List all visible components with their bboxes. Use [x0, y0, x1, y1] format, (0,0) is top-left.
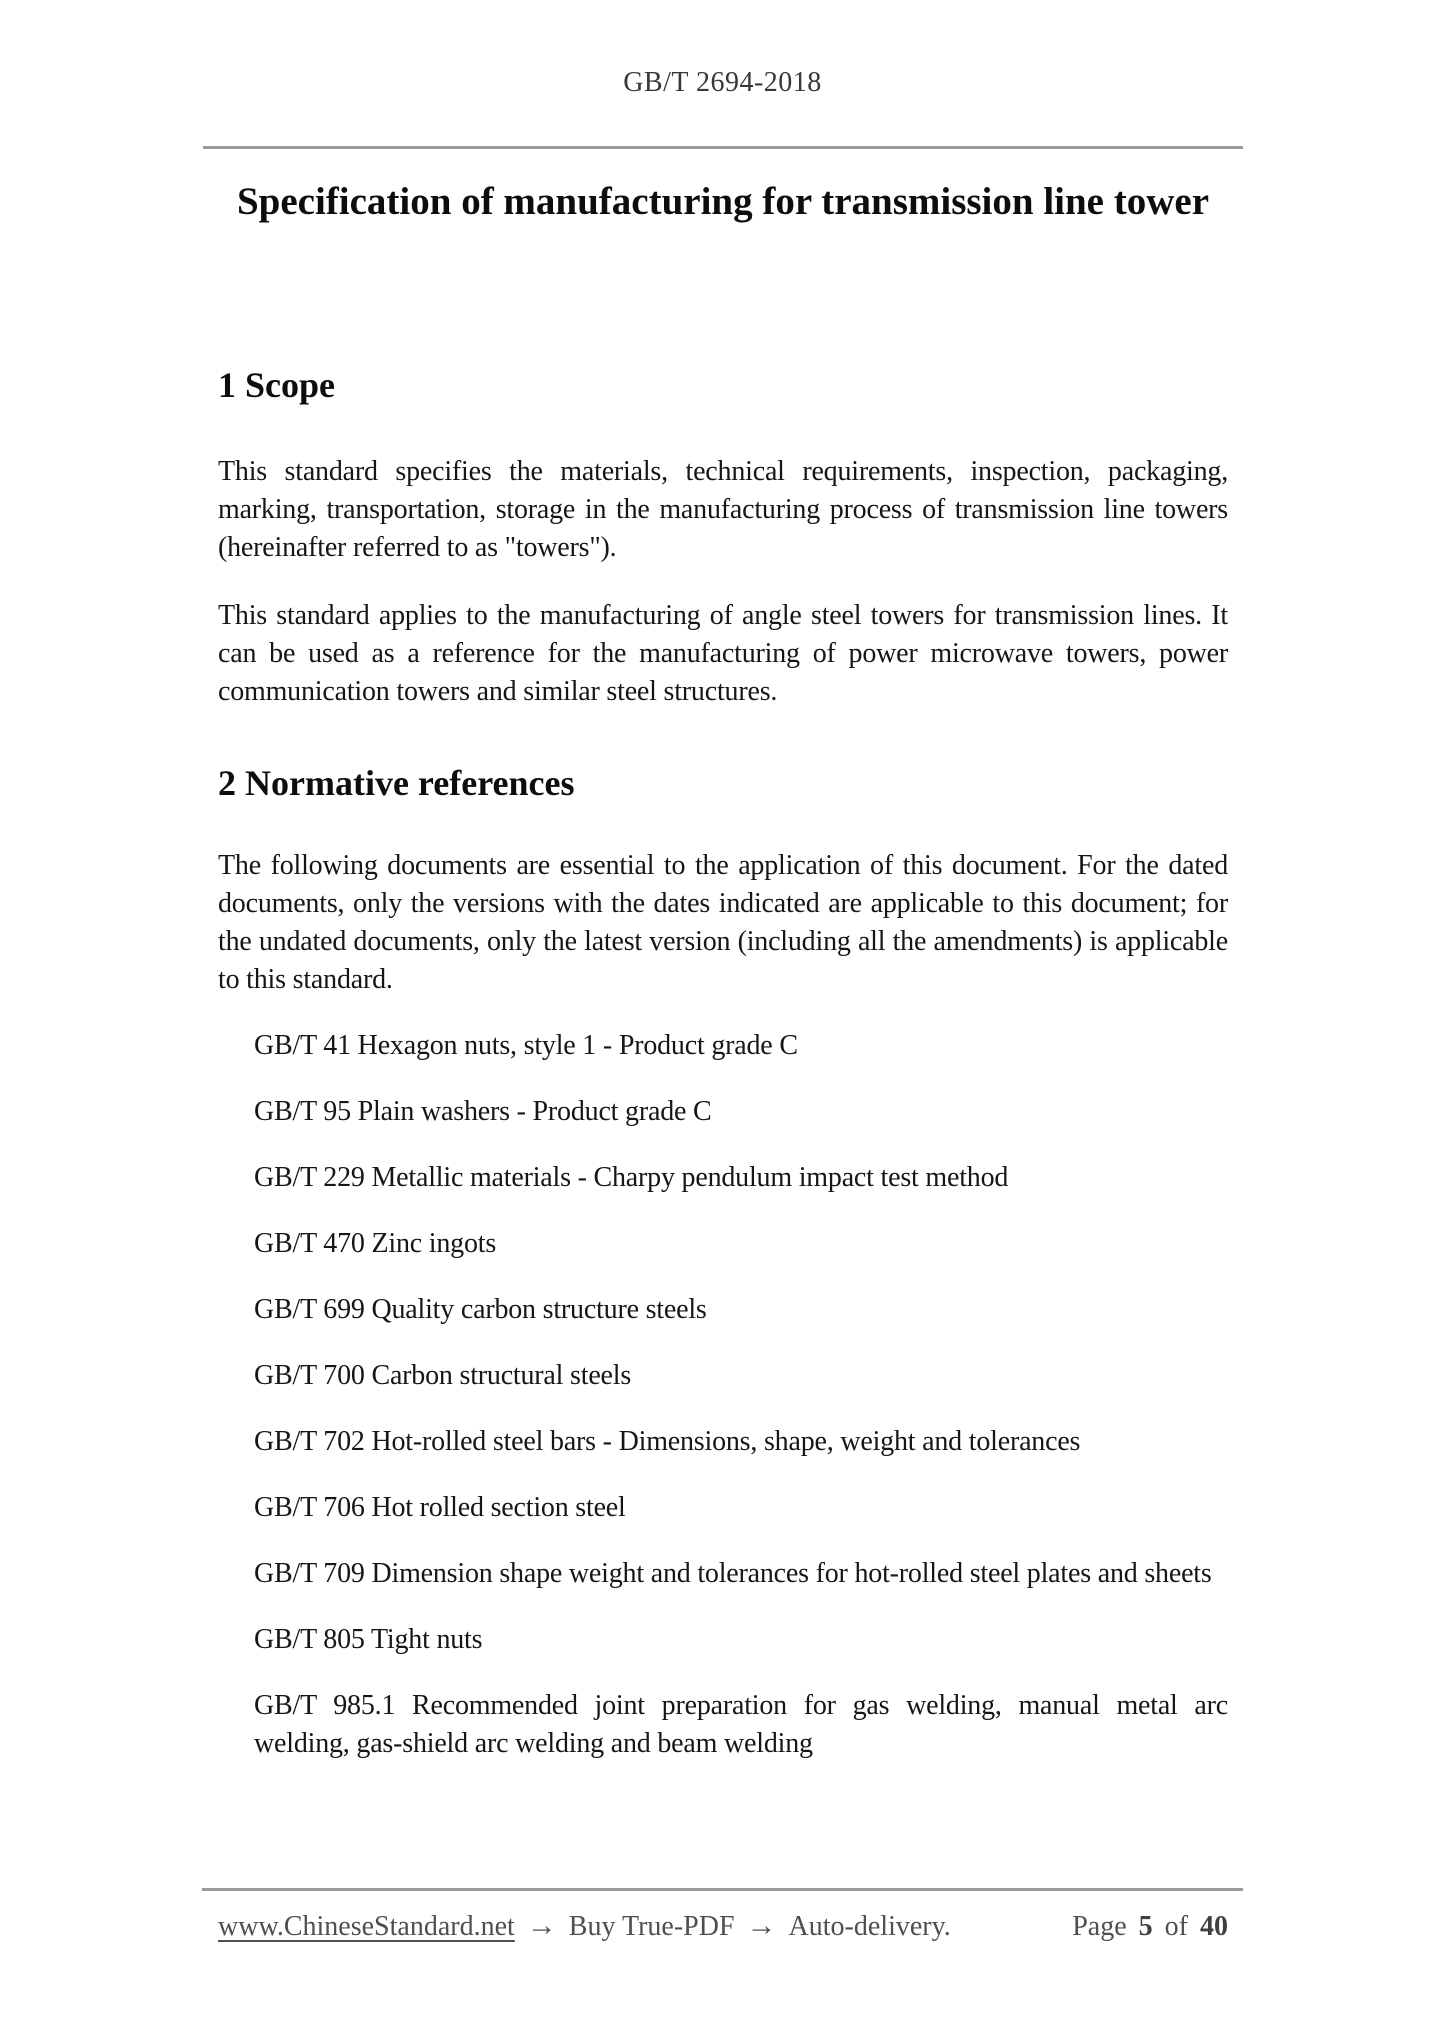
section-heading-normative-references: 2 Normative references: [218, 763, 575, 803]
page-indicator: [1072, 1909, 1228, 1945]
reference-item: GB/T 41 Hexagon nuts, style 1 - Product grade C: [254, 1030, 798, 1061]
reference-item: GB/T 95 Plain washers - Product grade C: [254, 1096, 712, 1127]
page-of-label: of: [1164, 1911, 1188, 1942]
footer-delivery-label: Auto-delivery.: [788, 1911, 951, 1942]
scope-paragraph-2: This standard applies to the manufacturing of angle steel towers for transmission lines. It can be used as a reference for the manufacturing of power microwave towers, power communication towers and similar steel structures.: [218, 600, 1228, 707]
reference-item: GB/T 229 Metallic materials - Charpy pendulum impact test method: [254, 1162, 1009, 1193]
page-label: Page: [1072, 1911, 1127, 1942]
section-heading-scope: 1 Scope: [218, 365, 335, 405]
page-current: 5: [1138, 1911, 1153, 1942]
page-total: 40: [1200, 1911, 1228, 1942]
scope-paragraph-1: This standard specifies the materials, technical requirements, inspection, packaging, marking, transportation, storage in the manufacturing process of transmission line towers (hereinafter referred to as "towers").: [218, 456, 1228, 563]
header-divider: [203, 146, 1243, 149]
reference-item: GB/T 706 Hot rolled section steel: [254, 1492, 626, 1523]
footer: [218, 1908, 1228, 1945]
footer-left: [218, 1908, 951, 1945]
normative-references-paragraph: The following documents are essential to the application of this document. For the dated documents, only the versions with the dates indicated are applicable to this document; for the undated documents, only the latest version (including all the amendments) is applicable to this standard.: [218, 850, 1228, 995]
footer-site-link[interactable]: www.ChineseStandard.net: [218, 1911, 515, 1942]
arrow-right-icon: →: [746, 1909, 777, 1942]
reference-list: [218, 1027, 1228, 1763]
arrow-right-icon: →: [526, 1909, 557, 1942]
footer-divider: [202, 1888, 1243, 1891]
reference-item: GB/T 700 Carbon structural steels: [254, 1360, 632, 1391]
reference-item: GB/T 470 Zinc ingots: [254, 1228, 497, 1259]
reference-item: GB/T 709 Dimension shape weight and tolerances for hot-rolled steel plates and sheets: [254, 1558, 1212, 1589]
reference-item: GB/T 985.1 Recommended joint preparation for gas welding, manual metal arc welding, gas-shield arc welding and beam welding: [254, 1690, 1228, 1759]
footer-buy-label: Buy True-PDF: [568, 1911, 735, 1942]
reference-item: GB/T 699 Quality carbon structure steels: [254, 1294, 707, 1325]
doc-number: GB/T 2694-2018: [623, 67, 822, 98]
reference-item: GB/T 805 Tight nuts: [254, 1624, 483, 1655]
reference-item: GB/T 702 Hot-rolled steel bars - Dimensions, shape, weight and tolerances: [254, 1426, 1081, 1457]
page-title: Specification of manufacturing for transmission line tower: [236, 180, 1210, 223]
